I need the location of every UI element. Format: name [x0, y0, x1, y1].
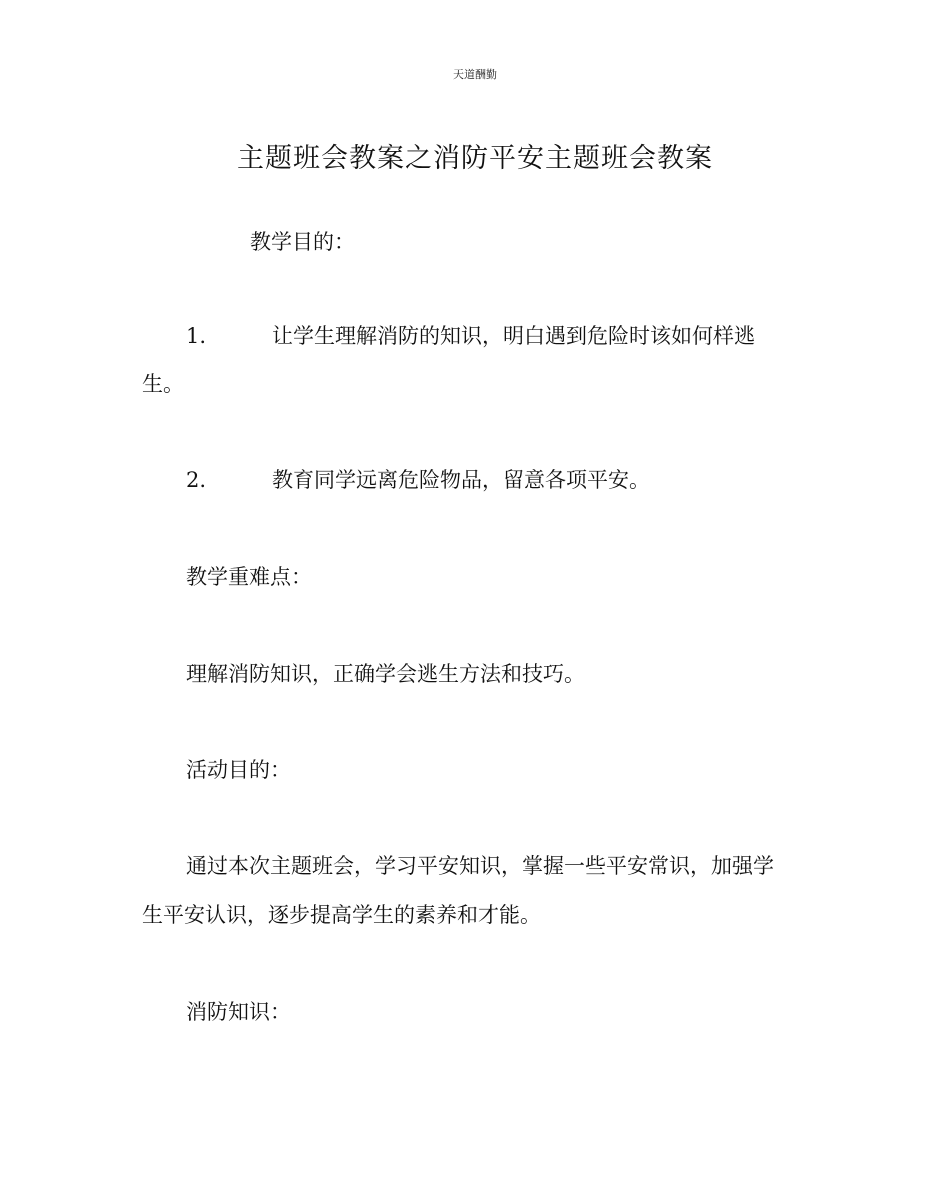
activity-goal-heading: 活动目的： [186, 758, 291, 782]
item-1-text-continued: 生。 [142, 372, 184, 396]
document-title: 主题班会教案之消防平安主题班会教案 [237, 143, 713, 174]
item-2-text: 教育同学远离危险物品，留意各项平安。 [272, 468, 650, 492]
teaching-goal-heading: 教学目的： [250, 230, 355, 254]
page-header: 天道酬勤 [453, 68, 497, 81]
key-points-text: 理解消防知识，正确学会逃生方法和技巧。 [186, 662, 585, 686]
item-1-number: 1. [186, 324, 207, 348]
fire-knowledge-heading: 消防知识： [186, 1000, 291, 1024]
activity-goal-text: 通过本次主题班会，学习平安知识，掌握一些平安常识，加强学 [186, 854, 774, 878]
activity-goal-text-continued: 生平安认识，逐步提高学生的素养和才能。 [142, 903, 541, 927]
item-1-text: 让学生理解消防的知识，明白遇到危险时该如何样逃 [272, 324, 755, 348]
key-points-heading: 教学重难点： [186, 565, 312, 589]
item-2-number: 2. [186, 468, 207, 492]
